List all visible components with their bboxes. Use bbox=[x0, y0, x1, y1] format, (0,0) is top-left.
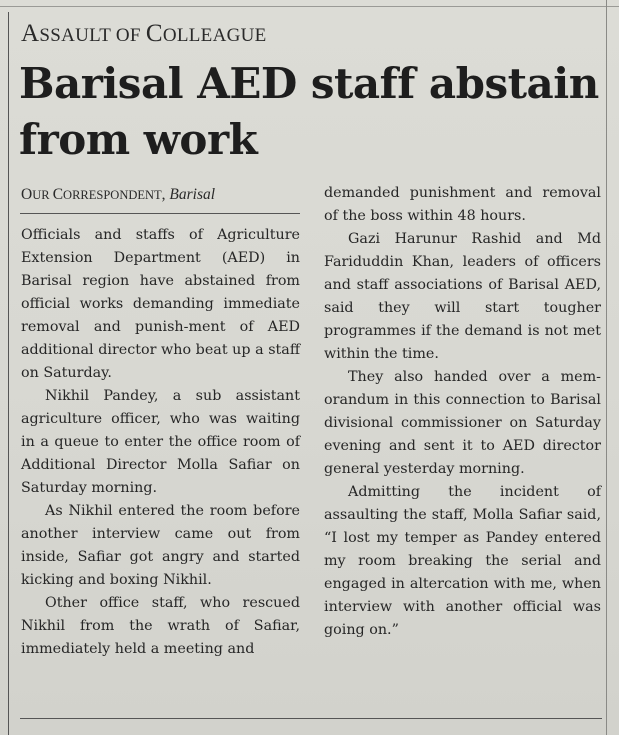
byline-o: O bbox=[21, 186, 33, 203]
paragraph: They also handed over a mem-orandum in this connection to Barisal divisional commissioner on Saturday evening and sent it to AED director general yesterday morning. bbox=[324, 369, 601, 477]
paragraph: demanded punishment and removal of the boss within 48 hours. bbox=[324, 185, 601, 224]
byline-c: C bbox=[52, 186, 64, 203]
kicker-cap-c: C bbox=[145, 20, 163, 47]
headline: Barisal AED staff abstain from work bbox=[19, 59, 599, 164]
byline-place: Barisal bbox=[169, 186, 216, 203]
kicker-rest-a: SSAULT OF bbox=[39, 25, 146, 46]
paragraph: Gazi Harunur Rashid and Md Fariduddin Khan, leaders of officers and staff associations of Barisal AED, said they will start tougher programmes if the demand is not met within the time. bbox=[324, 231, 601, 362]
paragraph: Nikhil Pandey, a sub assistant agriculture officer, who was waiting in a queue to enter the office room of Additional Director Molla Safiar on Saturday morning. bbox=[21, 388, 300, 496]
article-column-1 bbox=[21, 224, 300, 661]
paragraph: As Nikhil entered the room before another interview came out from inside, Safiar got angry and started kicking and boxing Nikhil. bbox=[21, 503, 300, 588]
byline-rule bbox=[20, 213, 300, 214]
kicker-cap-a: A bbox=[21, 20, 40, 47]
paragraph: Other office staff, who rescued Nikhil from the wrath of Safiar, immediately held a meeting and bbox=[21, 595, 300, 657]
bottom-rule bbox=[20, 718, 602, 719]
byline-orrespondent: ORRESPONDENT bbox=[63, 188, 162, 202]
byline bbox=[21, 186, 215, 204]
left-column-rule bbox=[8, 12, 9, 735]
paragraph: Admitting the incident of assaulting the staff, Molla Safiar said, “I lost my temper as Pandey entered my room breaking the serial and engaged in altercation with me, when interview with another official was going on.” bbox=[324, 484, 601, 638]
top-rule bbox=[0, 6, 619, 7]
paragraph: Officials and staffs of Agriculture Extension Department (AED) in Barisal region have abstained from official works demanding immediate removal and punish-ment of AED additional director who beat up a staff on Saturday. bbox=[21, 227, 300, 381]
kicker-rest-c: OLLEAGUE bbox=[162, 25, 267, 46]
byline-comma: , bbox=[161, 186, 170, 203]
byline-ur: UR bbox=[32, 188, 53, 202]
article-column-2 bbox=[324, 182, 601, 642]
kicker bbox=[21, 19, 267, 51]
